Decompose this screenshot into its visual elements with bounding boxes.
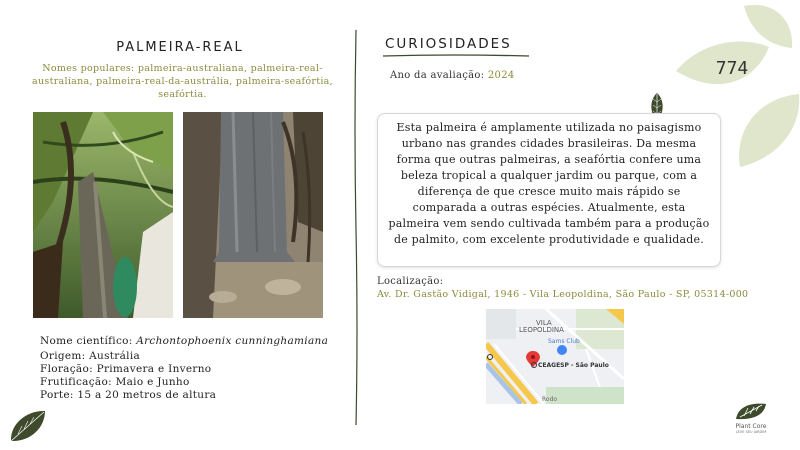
location-map[interactable] xyxy=(486,309,624,404)
map-street-label: Rodo xyxy=(542,396,558,403)
curiosidades-text: Esta palmeira é amplamente utilizada no paisagismo urbano nas grandes cidades brasileiras. Da mesma forma que outras palmeiras, a seafórtia confere uma beleza tropical a qualquer jardim ou parque, com a diferença de que cresce muito mais rápido se comparada a outras espécies. Atualmente, esta palmeira vem sendo cultivada também para a produção de palmito, com excelente produtividade e qualidade. xyxy=(388,121,710,246)
curiosidades-heading: CURIOSIDADES xyxy=(385,36,512,52)
scientific-label: Nome científico: xyxy=(40,335,133,347)
origin: Origem: Austrália xyxy=(40,350,141,362)
map-district-line1: VILA xyxy=(536,319,552,327)
plant-title: PALMEIRA-REAL xyxy=(116,40,244,55)
year-value: 2024 xyxy=(487,70,515,81)
fruiting: Frutificação: Maio e Junho xyxy=(40,376,190,388)
column-divider xyxy=(353,30,359,425)
map-district-line2: LEOPOLDINA xyxy=(519,326,564,334)
location-address: Av. Dr. Gastão Vidigal, 1946 - Vila Leopoldina, São Paulo - SP, 05314-000 xyxy=(377,289,749,300)
leaf-bottom-left-icon xyxy=(8,408,48,444)
location-label: Localização: xyxy=(377,276,444,287)
map-pin-label: CEAGESP - São Paulo xyxy=(538,362,609,369)
map-store-label: Sams Club xyxy=(548,338,580,345)
flowering: Floração: Primavera e Inverno xyxy=(40,363,212,375)
card-number: 774 xyxy=(715,58,749,79)
brand-tagline: LEVE SEU JARDIM xyxy=(735,430,767,434)
scientific-name: Archontophoenix cunninghamiana xyxy=(136,335,329,347)
palm-foliage-photo xyxy=(33,112,173,318)
heading-underline xyxy=(383,54,529,58)
plant-core-logo-icon xyxy=(734,401,768,421)
store-marker-icon xyxy=(557,345,567,355)
palm-trunk-photo xyxy=(183,112,323,318)
curiosidades-text-box xyxy=(377,113,721,267)
brand-name: Plant Core xyxy=(735,423,767,430)
popular-names: Nomes populares: palmeira-australiana, palmeira-real-australiana, palmeira-real-da-austrália, palmeira-seafórtia, seafórtia. xyxy=(32,63,333,100)
decorative-leaves-icon xyxy=(672,0,800,175)
size: Porte: 15 a 20 metros de altura xyxy=(40,389,217,401)
year-label: Ano da avaliação: xyxy=(390,70,485,81)
evaluation-year xyxy=(390,70,515,81)
scientific-name-line xyxy=(40,335,328,348)
